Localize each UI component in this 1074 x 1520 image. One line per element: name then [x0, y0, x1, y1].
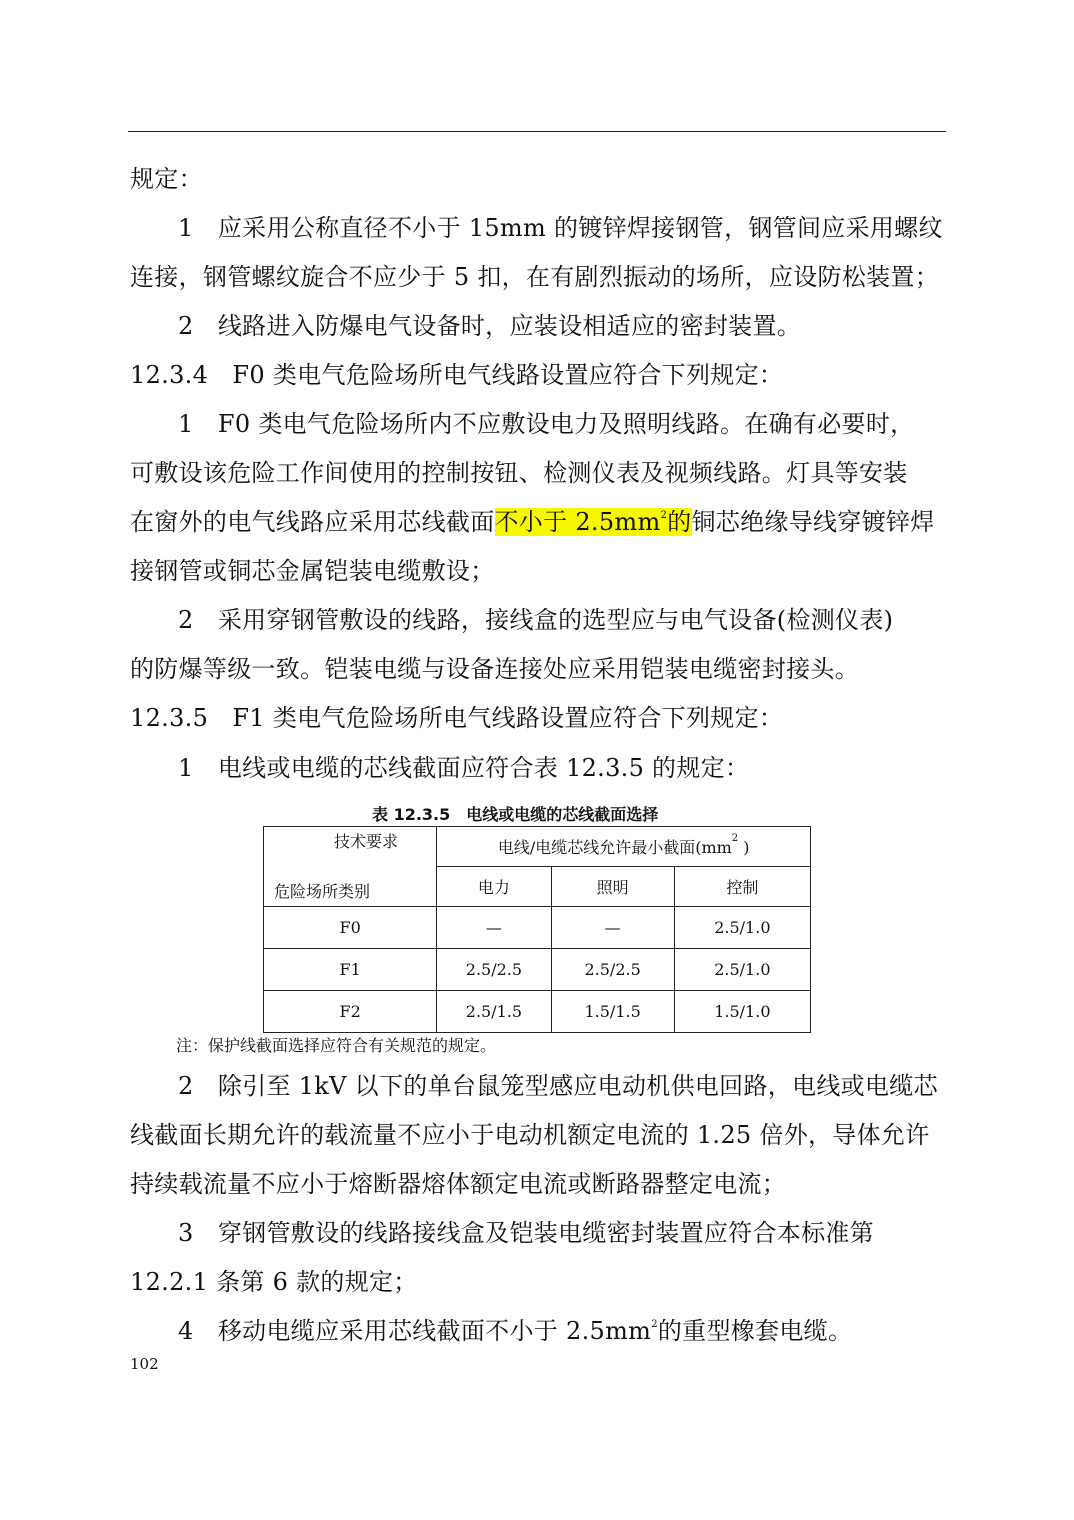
table-row — [264, 907, 811, 949]
group-header-text: ) — [738, 838, 750, 857]
header-hazard-class: 危险场所类别 — [274, 882, 371, 901]
table-cell: F2 — [264, 991, 437, 1033]
table-cell: 2.5/1.0 — [674, 949, 810, 991]
paragraph-line — [178, 1315, 852, 1347]
text-segment: 铜芯绝缘导线穿镀锌焊 — [691, 508, 935, 536]
paragraph-line: 1 F0 类电气危险场所内不应敷设电力及照明线路。在确有必要时， — [178, 410, 915, 438]
table-cell: F1 — [264, 949, 437, 991]
table-row — [264, 991, 811, 1033]
paragraph-line: 1 电线或电缆的芯线截面应符合表 12.3.5 的规定： — [178, 754, 750, 782]
table-note: 注：保护线截面选择应符合有关规范的规定。 — [176, 1036, 497, 1055]
paragraph-line: 12.2.1 条第 6 款的规定； — [130, 1268, 418, 1296]
paragraph-line: 可敷设该危险工作间使用的控制按钮、检测仪表及视频线路。灯具等安装 — [130, 459, 908, 487]
highlight-text: 的 — [667, 508, 692, 536]
highlighted-text — [495, 508, 692, 536]
paragraph-line: 线截面长期允许的载流量不应小于电动机额定电流的 1.25 倍外，导体允许 — [130, 1121, 930, 1149]
paragraph-line: 2 采用穿钢管敷设的线路，接线盒的选型应与电气设备(检测仪表) — [178, 606, 894, 634]
group-header-text: 电线/电缆芯线允许最小截面(mm — [497, 838, 732, 857]
table-cell: 2.5/1.5 — [437, 991, 551, 1033]
text-segment: 4 移动电缆应采用芯线截面不小于 2.5mm — [178, 1317, 652, 1345]
text-segment: 在窗外的电气线路应采用芯线截面 — [130, 508, 495, 536]
table-cell: — — [551, 907, 674, 949]
paragraph-line: 规定： — [130, 165, 203, 193]
table-cell: — — [437, 907, 551, 949]
table-cell: F0 — [264, 907, 437, 949]
page-number: 102 — [130, 1355, 159, 1373]
table-cell: 2.5/1.0 — [674, 907, 810, 949]
paragraph-line: 2 线路进入防爆电气设备时，应装设相适应的密封装置。 — [178, 312, 802, 340]
paragraph-line — [130, 506, 935, 538]
header-rule — [128, 131, 946, 132]
paragraph-line: 连接，钢管螺纹旋合不应少于 5 扣，在有剧烈振动的场所，应设防松装置； — [130, 263, 940, 291]
column-header: 控制 — [674, 867, 810, 907]
table-cell: 2.5/2.5 — [551, 949, 674, 991]
table-cell: 2.5/2.5 — [437, 949, 551, 991]
column-header: 电力 — [437, 867, 551, 907]
diagonal-header-cell — [264, 827, 437, 907]
paragraph-line: 的防爆等级一致。铠装电缆与设备连接处应采用铠装电缆密封接头。 — [130, 655, 859, 683]
header-tech-requirement: 技术要求 — [334, 832, 399, 851]
cross-section-table — [263, 826, 811, 1033]
paragraph-line: 持续载流量不应小于熔断器熔体额定电流或断路器整定电流； — [130, 1170, 787, 1198]
paragraph-line: 2 除引至 1kV 以下的单台鼠笼型感应电动机供电回路，电线或电缆芯 — [178, 1072, 938, 1100]
section-heading: 12.3.4 F0 类电气危险场所电气线路设置应符合下列规定： — [130, 361, 784, 389]
table-cell: 1.5/1.0 — [674, 991, 810, 1033]
text-segment: 的重型橡套电缆。 — [657, 1317, 853, 1345]
superscript: 2 — [660, 510, 668, 521]
table-caption: 表 12.3.5 电线或电缆的芯线截面选择 — [372, 805, 659, 824]
superscript: 2 — [731, 833, 739, 844]
paragraph-line: 3 穿钢管敷设的线路接线盒及铠装电缆密封装置应符合本标准第 — [178, 1219, 874, 1247]
superscript: 2 — [651, 1319, 658, 1330]
table-cell: 1.5/1.5 — [551, 991, 674, 1033]
table-row — [264, 949, 811, 991]
column-header: 照明 — [551, 867, 674, 907]
section-heading: 12.3.5 F1 类电气危险场所电气线路设置应符合下列规定： — [130, 704, 784, 732]
paragraph-line: 接钢管或铜芯金属铠装电缆敷设； — [130, 557, 495, 585]
highlight-text: 不小于 2.5mm — [494, 508, 661, 536]
group-header-cell — [437, 827, 811, 867]
paragraph-line: 1 应采用公称直径不小于 15mm 的镀锌焊接钢管，钢管间应采用螺纹 — [178, 214, 943, 242]
